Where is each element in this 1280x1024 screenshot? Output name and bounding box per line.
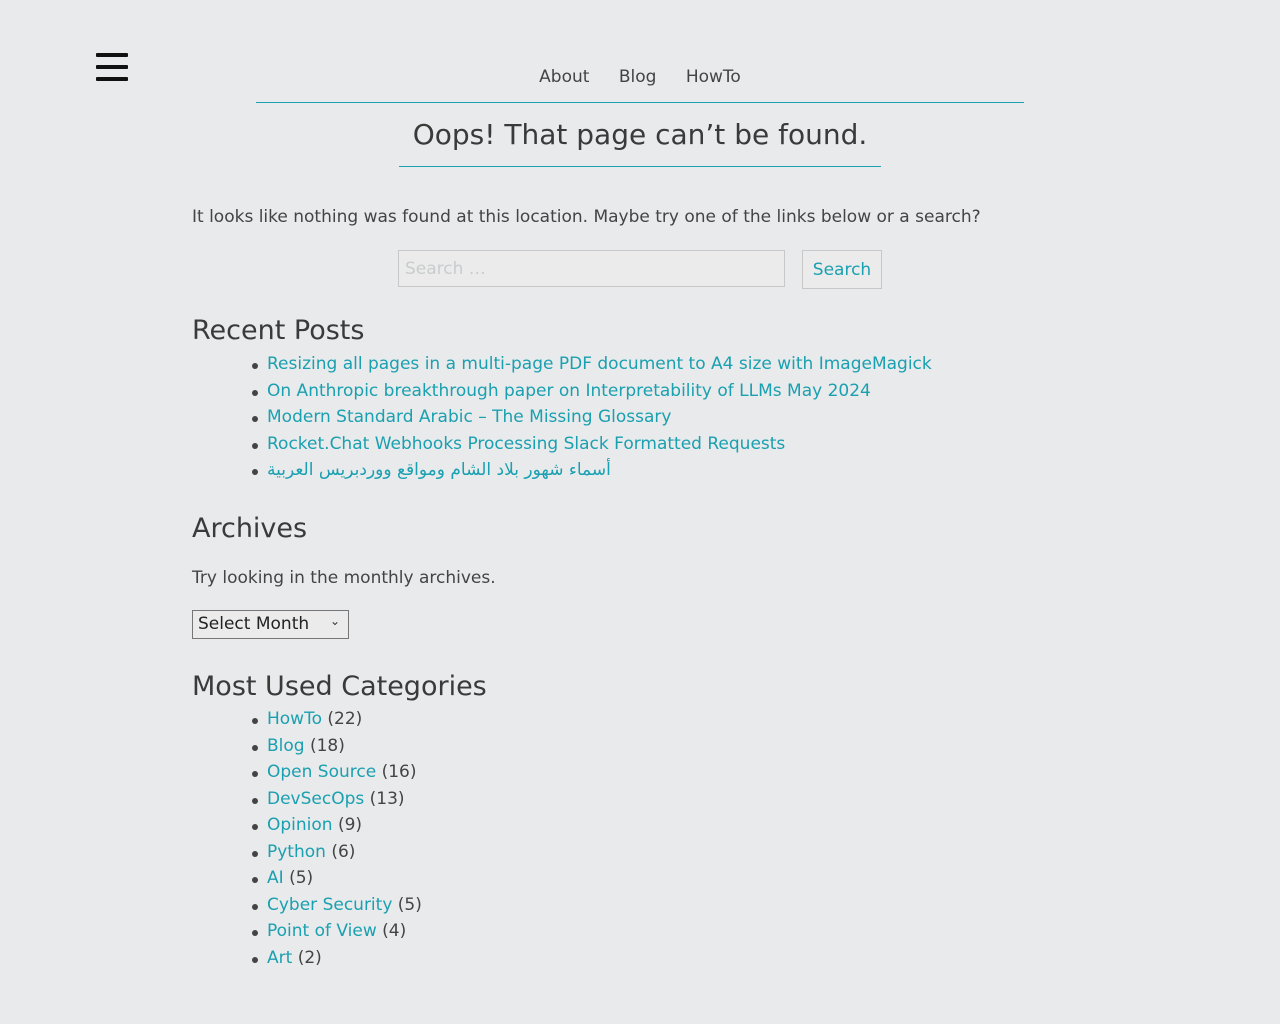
category-count: (6) (331, 841, 356, 862)
month-select[interactable] (192, 610, 349, 639)
category-count: (16) (381, 762, 417, 782)
nav-link-howto[interactable]: HowTo (685, 67, 741, 87)
list-item (249, 945, 422, 972)
list-item (249, 839, 422, 866)
top-navigation (256, 60, 1024, 103)
category-link[interactable]: Open Source (267, 762, 377, 782)
category-link[interactable]: Art (267, 947, 293, 968)
menu-bar (96, 65, 128, 69)
month-select-value: Select Month (198, 614, 310, 634)
recent-posts-list (249, 351, 932, 484)
not-found-message: It looks like nothing was found at this location. Maybe try one of the links below or a search? (192, 207, 981, 227)
page-title: Oops! That page can’t be found. (399, 118, 882, 167)
category-count: (9) (337, 815, 363, 835)
list-item (249, 812, 422, 839)
list-item (249, 865, 422, 892)
category-count: (4) (382, 921, 407, 941)
category-count: (18) (309, 735, 345, 756)
search-input[interactable] (398, 250, 785, 287)
search-button[interactable]: Search (802, 250, 882, 289)
category-count: (13) (369, 788, 405, 809)
recent-post-link[interactable]: Rocket.Chat Webhooks Processing Slack Formatted Requests (267, 433, 786, 454)
list-item (249, 733, 422, 760)
category-count: (5) (397, 894, 422, 915)
category-link[interactable]: AI (267, 868, 284, 888)
list-item (249, 918, 422, 945)
category-count: (22) (327, 709, 363, 729)
category-link[interactable]: Cyber Security (267, 894, 393, 915)
categories-title: Most Used Categories (192, 671, 487, 702)
list-item (249, 351, 932, 378)
category-link[interactable]: Point of View (267, 921, 377, 941)
category-count: (2) (297, 947, 322, 968)
category-link[interactable]: Opinion (267, 815, 333, 835)
nav-link-blog[interactable]: Blog (618, 67, 657, 87)
page-header (0, 118, 1280, 167)
recent-posts-title: Recent Posts (192, 315, 365, 346)
nav-link-about[interactable]: About (539, 67, 590, 87)
recent-post-link[interactable]: Modern Standard Arabic – The Missing Glossary (267, 407, 672, 427)
category-count: (5) (289, 868, 314, 888)
list-item (249, 892, 422, 919)
category-link[interactable]: DevSecOps (267, 788, 365, 809)
archives-description: Try looking in the monthly archives. (192, 568, 496, 588)
list-item (249, 431, 932, 458)
category-link[interactable]: HowTo (267, 709, 322, 729)
menu-bar (96, 53, 128, 57)
list-item (249, 404, 932, 431)
menu-bar (96, 77, 128, 81)
recent-post-link[interactable]: أسماء شهور بلاد الشام ومواقع ووردبريس العربية (267, 460, 611, 480)
hamburger-menu-icon[interactable] (96, 53, 128, 81)
archives-title: Archives (192, 513, 308, 544)
category-link[interactable]: Python (267, 841, 326, 862)
chevron-down-icon: ⌄ (329, 614, 340, 628)
list-item (249, 457, 932, 484)
categories-list (249, 706, 422, 971)
category-link[interactable]: Blog (267, 735, 305, 756)
list-item (249, 786, 422, 813)
recent-post-link[interactable]: Resizing all pages in a multi-page PDF document to A4 size with ImageMagick (267, 354, 932, 374)
recent-post-link[interactable]: On Anthropic breakthrough paper on Interpretability of LLMs May 2024 (267, 380, 871, 401)
list-item (249, 759, 422, 786)
list-item (249, 378, 932, 405)
list-item (249, 706, 422, 733)
